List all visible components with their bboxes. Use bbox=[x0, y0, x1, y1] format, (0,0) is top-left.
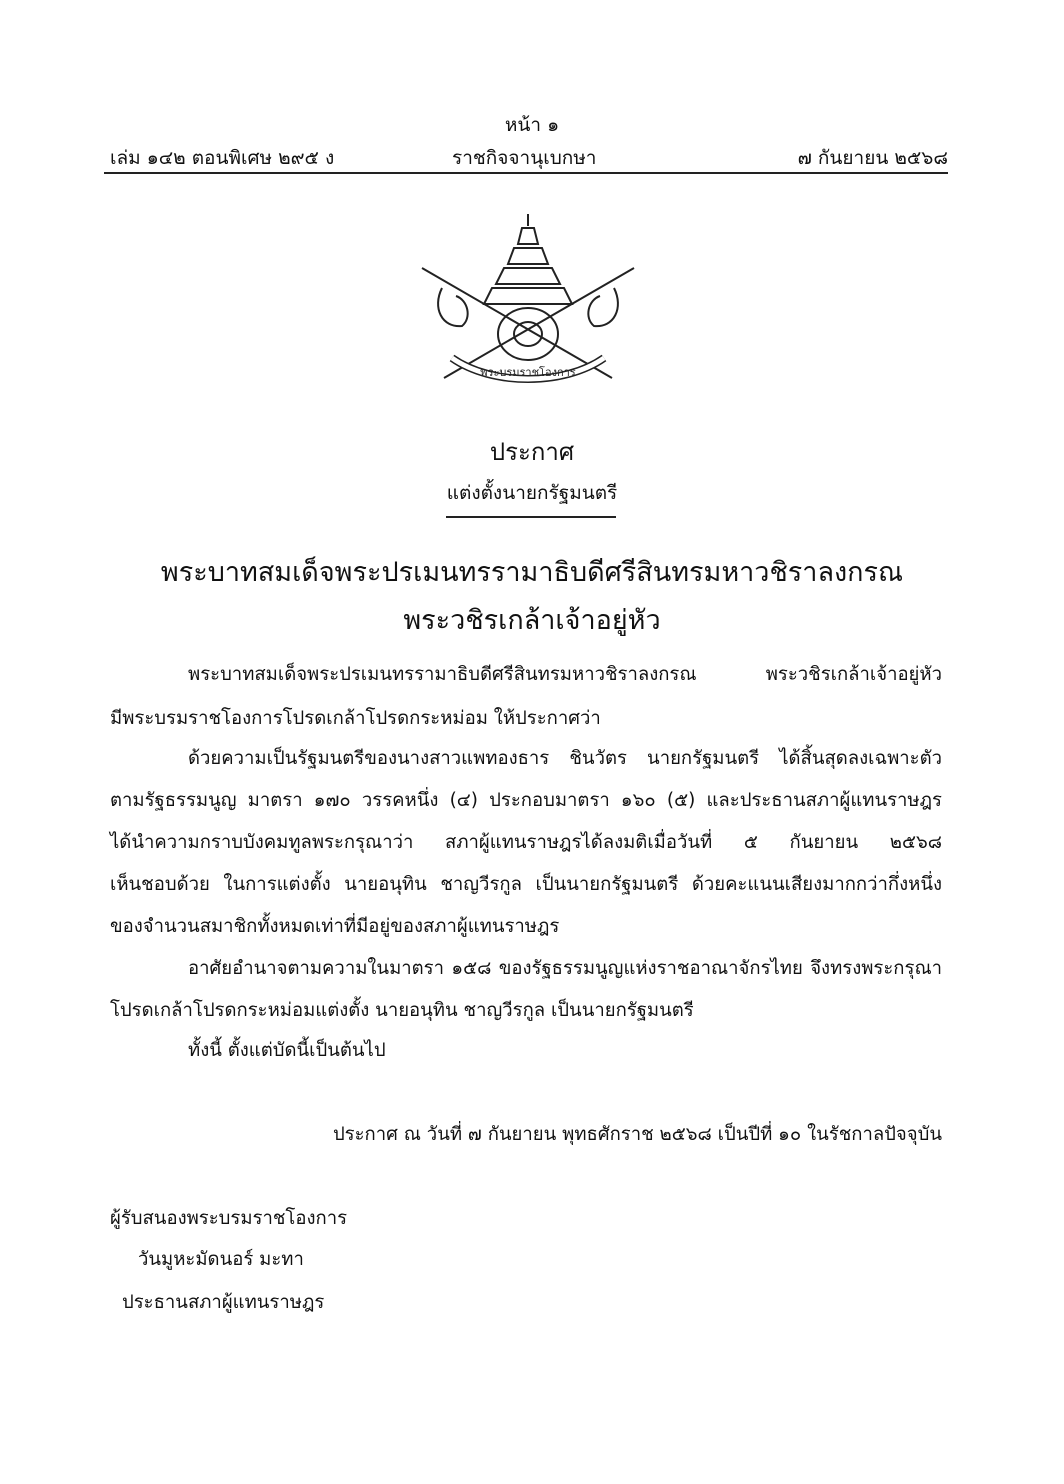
title-divider bbox=[446, 516, 616, 518]
royal-name-line2: พระวชิรเกล้าเจ้าอยู่หัว bbox=[403, 605, 661, 636]
body-line: อาศัยอำนาจตามความในมาตรา ๑๕๘ ของรัฐธรรมนูญแห่งราชอาณาจักรไทย จึงทรงพระกรุณา bbox=[188, 958, 942, 979]
document-title: ประกาศ bbox=[489, 438, 575, 466]
announcement-date: ประกาศ ณ วันที่ ๗ กันยายน พุทธศักราช ๒๕๖๘ เป็นปีที่ ๑๐ ในรัชกาลปัจจุบัน bbox=[332, 1124, 942, 1145]
body-line: ตามรัฐธรรมนูญ มาตรา ๑๗๐ วรรคหนึ่ง (๔) ประกอบมาตรา ๑๖๐ (๕) และประธานสภาผู้แทนราษฎร bbox=[110, 790, 942, 811]
body-line: เห็นชอบด้วย ในการแต่งตั้ง นายอนุทิน ชาญวีรกูล เป็นนายกรัฐมนตรี ด้วยคะแนนเสียงมากกว่ากึ่งหนึ่ง bbox=[110, 874, 942, 895]
document-subtitle: แต่งตั้งนายกรัฐมนตรี bbox=[446, 482, 618, 504]
header-divider bbox=[104, 172, 948, 174]
royal-name-line1: พระบาทสมเด็จพระปรเมนทรรามาธิบดีศรีสินทรมหาวชิราลงกรณ bbox=[160, 557, 904, 588]
countersign-title: ประธานสภาผู้แทนราษฎร bbox=[122, 1292, 325, 1313]
countersign-name: วันมูหะมัดนอร์ มะทา bbox=[138, 1249, 304, 1270]
header-date: ๗ กันยายน ๒๕๖๘ bbox=[797, 147, 948, 169]
body-line: ของจำนวนสมาชิกทั้งหมดเท่าที่มีอยู่ของสภาผู้แทนราษฎร bbox=[110, 916, 560, 937]
body-line: ทั้งนี้ ตั้งแต่บัดนี้เป็นต้นไป bbox=[188, 1040, 386, 1061]
body-line: มีพระบรมราชโองการโปรดเกล้าโปรดกระหม่อม ให้ประกาศว่า bbox=[110, 708, 601, 729]
volume-info: เล่ม ๑๔๒ ตอนพิเศษ ๒๙๕ ง bbox=[110, 147, 335, 169]
page-number: หน้า ๑ bbox=[504, 114, 560, 136]
body-line: โปรดเกล้าโปรดกระหม่อมแต่งตั้ง นายอนุทิน ชาญวีรกูล เป็นนายกรัฐมนตรี bbox=[110, 1000, 694, 1021]
body-line: พระบาทสมเด็จพระปรเมนทรรามาธิบดีศรีสินทรมหาวชิราลงกรณ พระวชิรเกล้าเจ้าอยู่หัว bbox=[188, 664, 942, 685]
body-line: ได้นำความกราบบังคมทูลพระกรุณาว่า สภาผู้แทนราษฎรได้ลงมติเมื่อวันที่ ๕ กันยายน ๒๕๖๘ bbox=[110, 832, 942, 853]
royal-emblem-icon bbox=[412, 208, 644, 386]
countersign-role: ผู้รับสนองพระบรมราชโองการ bbox=[110, 1208, 348, 1229]
emblem-inscription: พระบรมราชโองการ bbox=[480, 366, 576, 379]
publication-name: ราชกิจจานุเบกษา bbox=[452, 147, 597, 169]
body-line: ด้วยความเป็นรัฐมนตรีของนางสาวแพทองธาร ชินวัตร นายกรัฐมนตรี ได้สิ้นสุดลงเฉพาะตัว bbox=[188, 748, 942, 769]
